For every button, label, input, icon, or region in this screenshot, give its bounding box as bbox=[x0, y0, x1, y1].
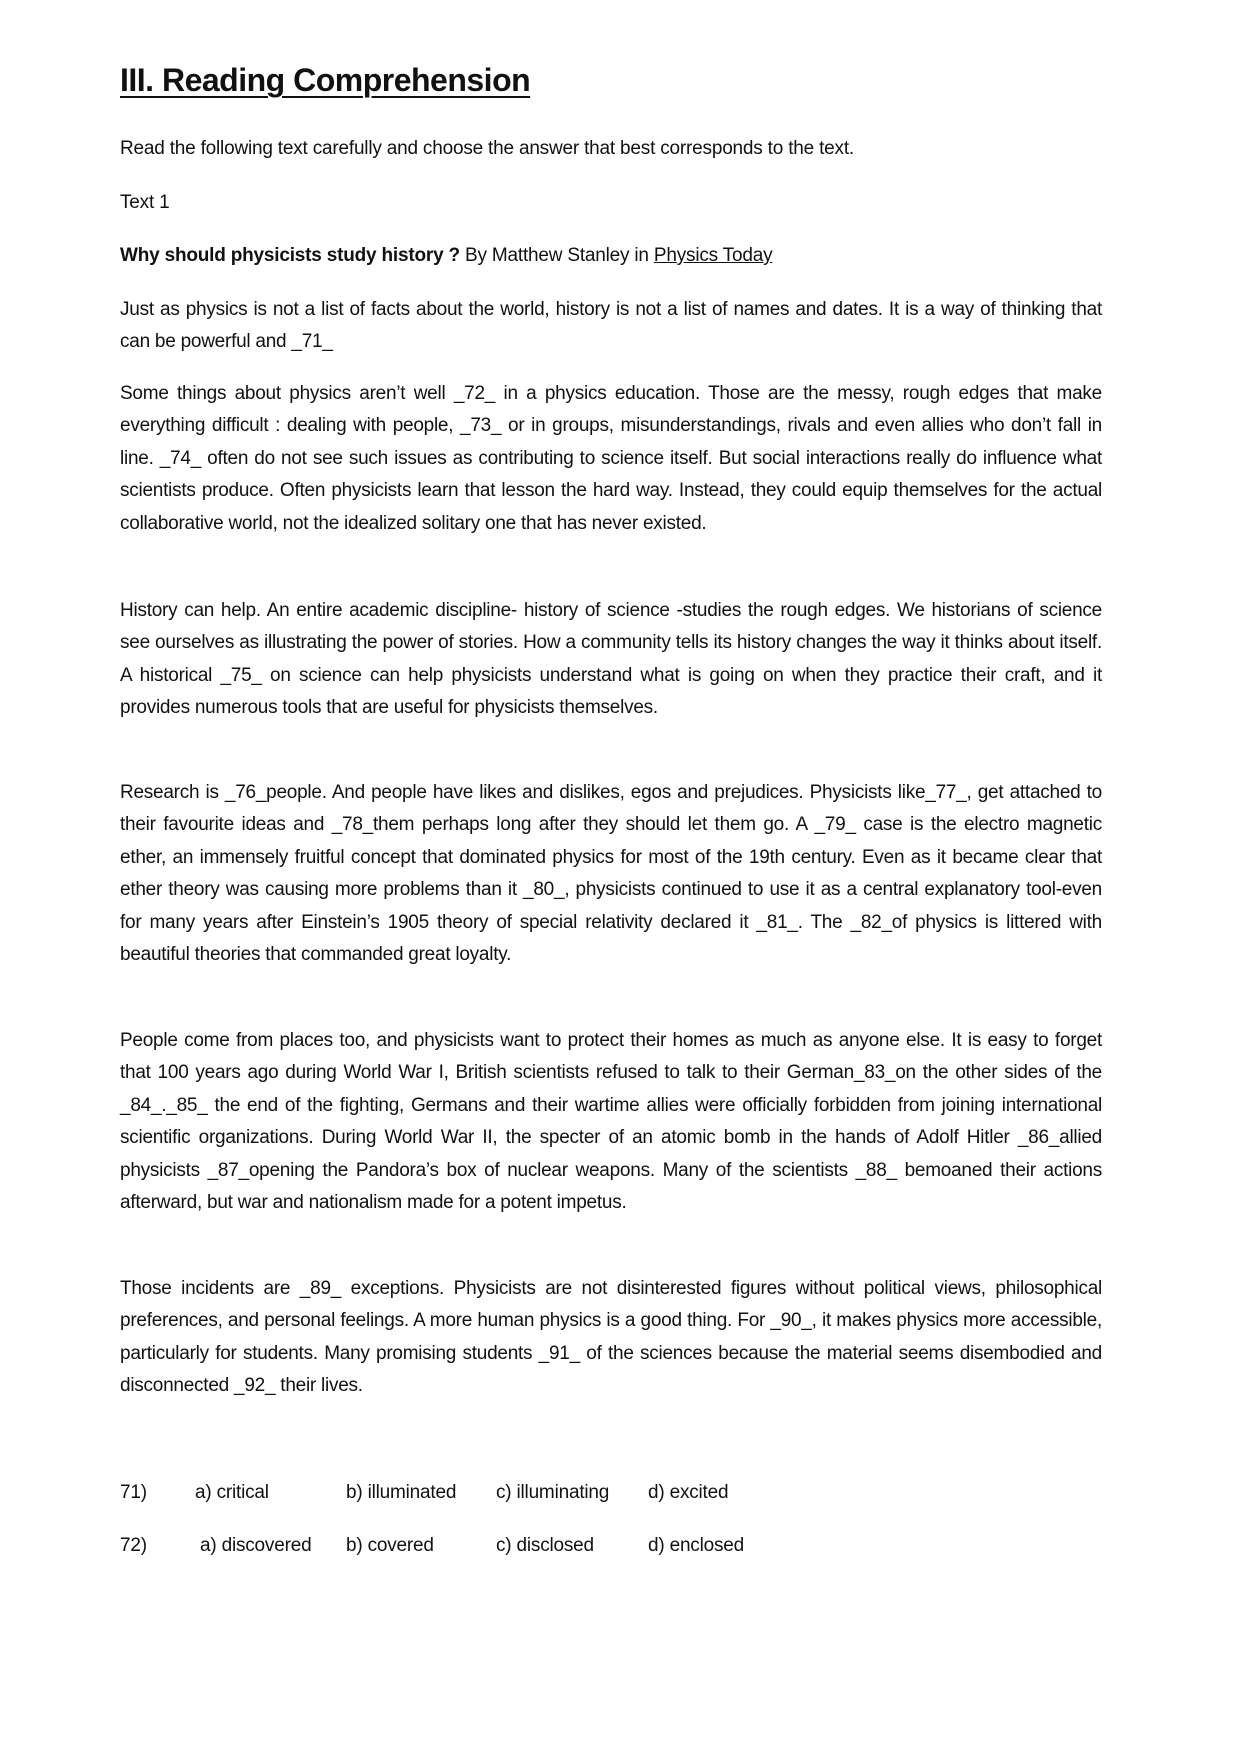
article-header bbox=[120, 240, 772, 272]
option-a[interactable]: a) discovered bbox=[200, 1535, 312, 1556]
option-d[interactable]: d) enclosed bbox=[648, 1535, 745, 1556]
option-b[interactable]: b) covered bbox=[346, 1535, 434, 1556]
question-71 bbox=[120, 1477, 728, 1509]
paragraph-6: Those incidents are _89_ exceptions. Physicists are not disinterested figures without political views, philosophical preferences, and personal feelings. A more human physics is a good thing. For _90_, it makes physics more accessible, particularly for students. Many promising students _91_ of the sciences because the material seems disembodied and disconnected _92_ their lives. bbox=[120, 1278, 1102, 1397]
question-number: 71) bbox=[120, 1482, 147, 1503]
option-d[interactable]: d) excited bbox=[648, 1482, 729, 1503]
question-72 bbox=[120, 1530, 744, 1562]
instruction: Read the following text carefully and choose the answer that best corresponds to the text. bbox=[120, 138, 854, 159]
paragraph-5: People come from places too, and physicists want to protect their homes as much as anyone else. It is easy to forget that 100 years ago during World War I, British scientists refused to talk to their German_83_on the other sides of the _84_._85_ the end of the fighting, Germans and their wartime allies were officially forbidden from joining international scientific organizations. During World War II, the specter of an atomic bomb in the hands of Adolf Hitler _86_allied physicists _87_opening the Pandora’s box of nuclear weapons. Many of the scientists _88_ bemoaned their actions afterward, but war and nationalism made for a potent impetus. bbox=[120, 1030, 1102, 1214]
section-heading: III. Reading Comprehension bbox=[120, 62, 531, 98]
question-number: 72) bbox=[120, 1535, 147, 1556]
paragraph-3: History can help. An entire academic discipline- history of science -studies the rough edges. We historians of science see ourselves as illustrating the power of stories. How a community tells its history changes the way it thinks about itself. A historical _75_ on science can help physicists understand what is going on when they practice their craft, and it provides numerous tools that are useful for physicists themselves. bbox=[120, 600, 1102, 719]
paragraph-1: Just as physics is not a list of facts about the world, history is not a list of names and dates. It is a way of thinking that can be powerful and _71_ bbox=[120, 299, 1102, 353]
article-title: Why should physicists study history ? bbox=[120, 245, 460, 266]
option-c[interactable]: c) disclosed bbox=[496, 1535, 594, 1556]
option-b[interactable]: b) illuminated bbox=[346, 1482, 457, 1503]
option-a[interactable]: a) critical bbox=[195, 1482, 269, 1503]
text-label: Text 1 bbox=[120, 192, 170, 213]
article-byline: By Matthew Stanley in bbox=[459, 245, 654, 266]
paragraph-2: Some things about physics aren’t well _72_ in a physics education. Those are the messy, rough edges that make everything difficult : dealing with people, _73_ or in groups, misunderstandings, rivals and even allies who don’t fall in line. _74_ often do not see such issues as contributing to science itself. But social interactions really do influence what scientists produce. Often physicists learn that lesson the hard way. Instead, they could equip themselves for the actual collaborative world, not the idealized solitary one that has never existed. bbox=[120, 383, 1102, 534]
paragraph-4: Research is _76_people. And people have likes and dislikes, egos and prejudices. Physicists like_77_, get attached to their favourite ideas and _78_them perhaps long after they should let them go. A _79_ case is the electro magnetic ether, an immensely fruitful concept that dominated physics for most of the 19th century. Even as it became clear that ether theory was causing more problems than it _80_, physicists continued to use it as a central explanatory tool-even for many years after Einstein’s 1905 theory of special relativity declared it _81_. The _82_of physics is littered with beautiful theories that commanded great loyalty. bbox=[120, 782, 1102, 966]
article-source: Physics Today bbox=[653, 245, 773, 266]
option-c[interactable]: c) illuminating bbox=[496, 1482, 610, 1503]
